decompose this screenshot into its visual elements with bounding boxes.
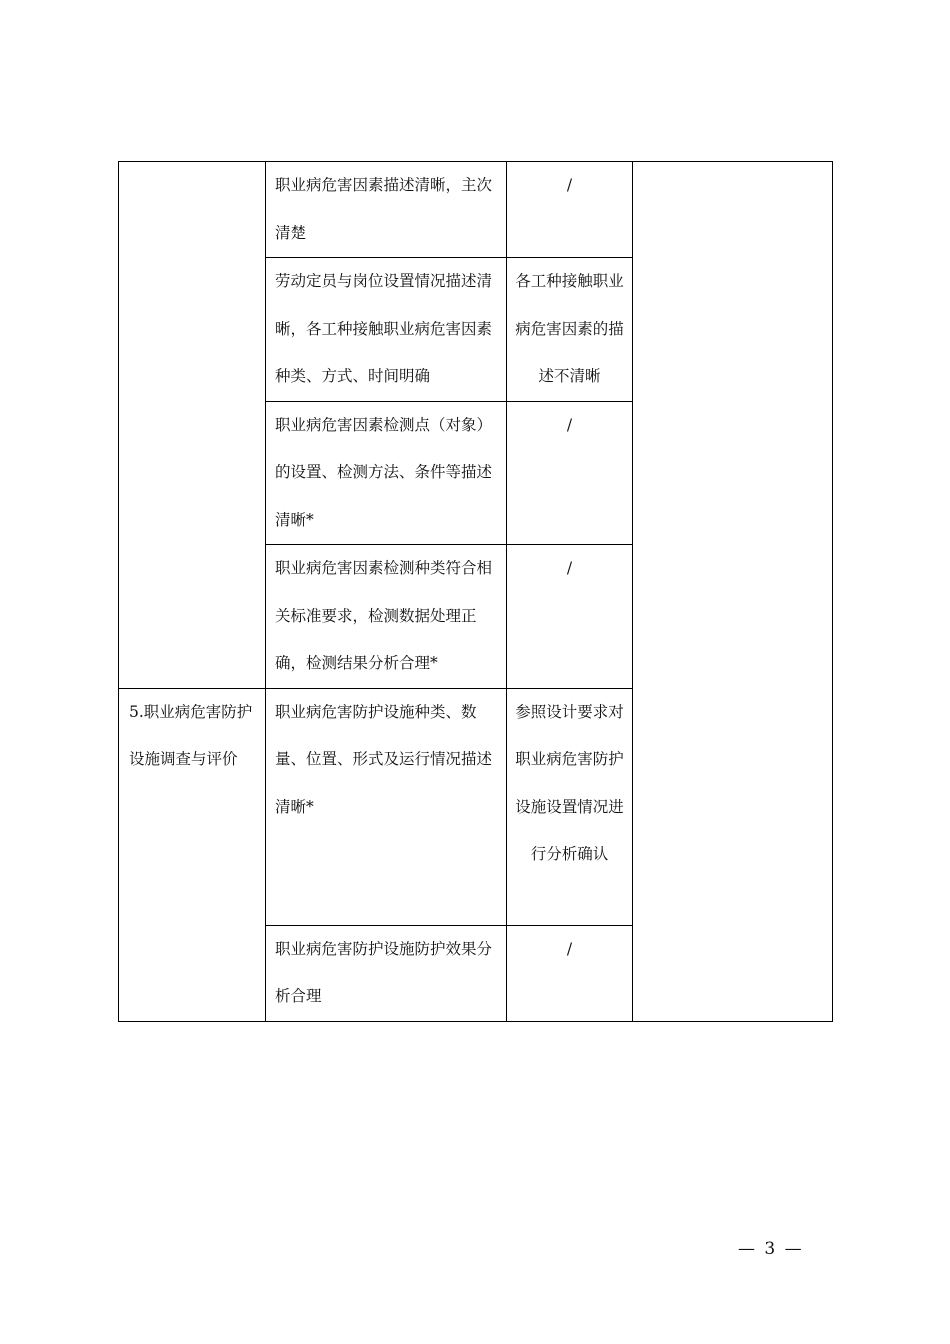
item-cell: 5.职业病危害防护设施调查与评价 (119, 688, 266, 1021)
remark-cell: 各工种接触职业病危害因素的描述不清晰 (507, 258, 633, 402)
score-cell (633, 162, 833, 1022)
criteria-cell: 职业病危害因素检测种类符合相关标准要求，检测数据处理正确，检测结果分析合理* (266, 545, 507, 689)
remark-cell: 参照设计要求对职业病危害防护设施设置情况进行分析确认 (507, 688, 633, 925)
remark-cell: / (507, 925, 633, 1021)
review-table (118, 161, 833, 1022)
table-row (119, 162, 833, 258)
criteria-cell: 职业病危害因素描述清晰，主次清楚 (266, 162, 507, 258)
remark-cell: / (507, 162, 633, 258)
page-number: — 3 — (738, 1239, 804, 1259)
criteria-cell: 职业病危害因素检测点（对象）的设置、检测方法、条件等描述清晰* (266, 401, 507, 545)
criteria-cell: 劳动定员与岗位设置情况描述清晰，各工种接触职业病危害因素种类、方式、时间明确 (266, 258, 507, 402)
item-cell (119, 162, 266, 689)
criteria-cell: 职业病危害防护设施防护效果分析合理 (266, 925, 507, 1021)
criteria-cell: 职业病危害防护设施种类、数量、位置、形式及运行情况描述清晰* (266, 688, 507, 925)
remark-cell: / (507, 401, 633, 545)
remark-cell: / (507, 545, 633, 689)
